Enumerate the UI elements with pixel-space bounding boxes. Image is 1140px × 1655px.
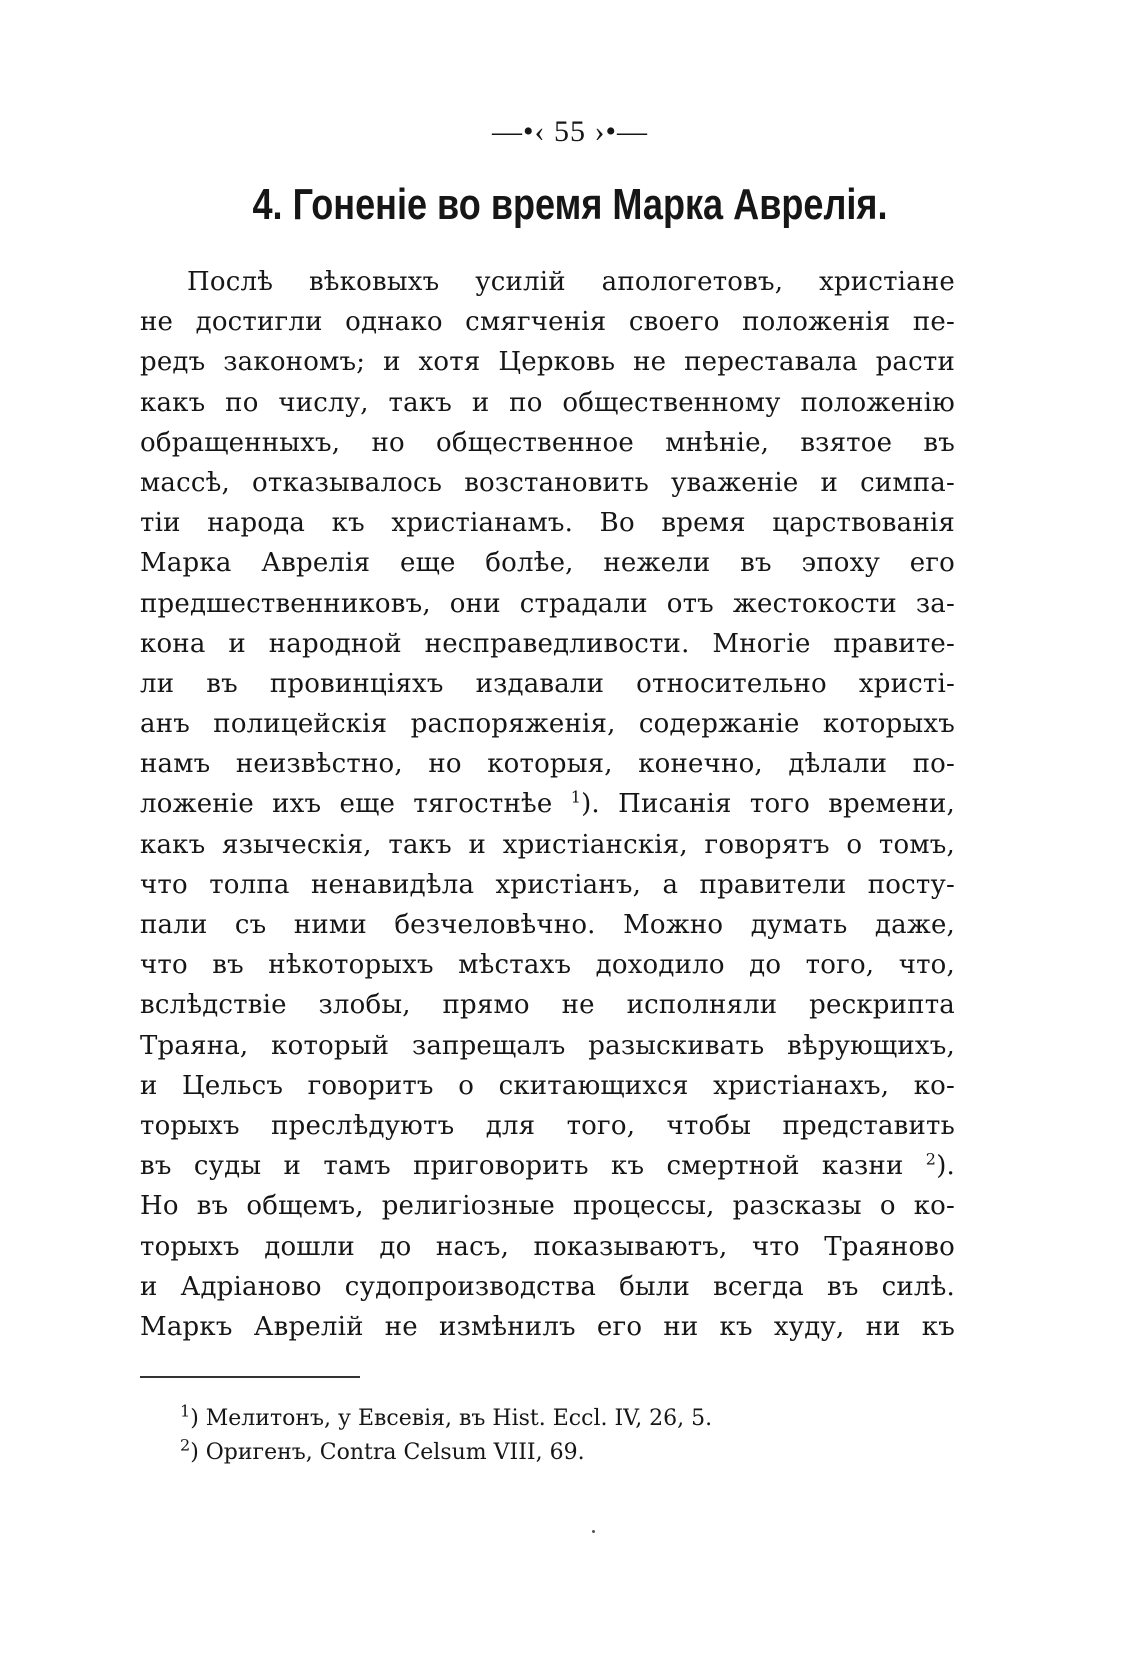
section-heading: 4. Гоненіе во время Марка Аврелія. bbox=[252, 180, 888, 229]
text-line: и Адріаново судопроизводства были всегда въ силѣ. bbox=[140, 1271, 955, 1302]
text-line: предшественниковъ, они страдали отъ жестокости за- bbox=[140, 588, 955, 619]
text-line: какъ языческія, такъ и христіанскія, говорятъ о томъ, bbox=[140, 829, 955, 860]
text-line: намъ неизвѣстно, но которыя, конечно, дѣлали по- bbox=[140, 749, 955, 780]
text-segment: ложеніе ихъ еще тягостнѣе bbox=[140, 789, 553, 820]
text-line: какъ по числу, такъ и по общественному положенію bbox=[140, 387, 955, 418]
footnote-text: ) Оригенъ, Contra Celsum VIII, 69. bbox=[190, 1440, 585, 1465]
footnotes bbox=[180, 1402, 880, 1470]
text-line: анъ полицейскія распоряженія, содержаніе которыхъ bbox=[140, 709, 955, 740]
text-line: не достигли однако смягченія своего положенія пе- bbox=[140, 307, 955, 338]
text-line: торыхъ преслѣдуютъ для того, чтобы представить bbox=[140, 1110, 955, 1141]
footnote-mark: 2 bbox=[180, 1435, 191, 1455]
text-segment: въ суды и тамъ приговорить къ смертной казни bbox=[140, 1151, 904, 1182]
body-text bbox=[140, 262, 955, 1347]
footnote-text: ) Мелитонъ, у Евсевія, въ Hist. Eccl. IV, 26, 5. bbox=[190, 1406, 713, 1431]
text-line: пали съ ними безчеловѣчно. Можно думать даже, bbox=[140, 910, 955, 940]
footnote-1 bbox=[180, 1402, 880, 1436]
text-line: кона и народной несправедливости. Многіе правите- bbox=[140, 628, 955, 659]
footnote-ref-2: 2 bbox=[925, 1149, 937, 1169]
page-number: —•‹ 55 ›•— bbox=[492, 115, 648, 148]
text-line: вслѣдствіе злобы, прямо не исполняли рескрипта bbox=[140, 990, 955, 1021]
print-speck bbox=[592, 1530, 595, 1533]
text-line: что въ нѣкоторыхъ мѣстахъ доходило до того, что, bbox=[140, 950, 955, 981]
text-line-with-footnote-ref bbox=[140, 784, 955, 824]
text-line: редъ закономъ; и хотя Церковь не переставала расти bbox=[140, 347, 955, 378]
text-line: Послѣ вѣковыхъ усилій апологетовъ, христіане bbox=[187, 267, 955, 297]
text-line: Маркъ Аврелій не измѣнилъ его ни къ худу, ни къ bbox=[140, 1311, 955, 1342]
footnote-2 bbox=[180, 1436, 880, 1470]
footnote-divider bbox=[140, 1376, 360, 1378]
text-line: обращенныхъ, но общественное мнѣніе, взятое въ bbox=[140, 427, 955, 458]
text-line: торыхъ дошли до насъ, показываютъ, что Траяново bbox=[140, 1231, 955, 1262]
text-line: Но въ общемъ, религіозные процессы, разсказы о ко- bbox=[140, 1191, 955, 1222]
text-segment: ). bbox=[936, 1151, 955, 1182]
text-line: массѣ, отказывалось возстановить уваженіе и симпа- bbox=[140, 467, 955, 498]
text-line: что толпа ненавидѣла христіанъ, а правители посту- bbox=[140, 869, 955, 900]
text-line-with-footnote-ref bbox=[140, 1146, 955, 1186]
text-line: и Цельсъ говоритъ о скитающихся христіанахъ, ко- bbox=[140, 1070, 955, 1101]
footnote-mark: 1 bbox=[180, 1401, 191, 1421]
text-line: ли въ провинціяхъ издавали относительно христі- bbox=[140, 668, 955, 699]
text-segment: ). Писанія того времени, bbox=[581, 789, 955, 820]
text-line: Траяна, который запрещалъ разыскивать вѣрующихъ, bbox=[140, 1030, 955, 1061]
text-line: Марка Аврелія еще болѣе, нежели въ эпоху его bbox=[140, 548, 955, 579]
footnote-ref-1: 1 bbox=[570, 787, 582, 807]
text-line: тіи народа къ христіанамъ. Во время царствованія bbox=[140, 508, 955, 539]
